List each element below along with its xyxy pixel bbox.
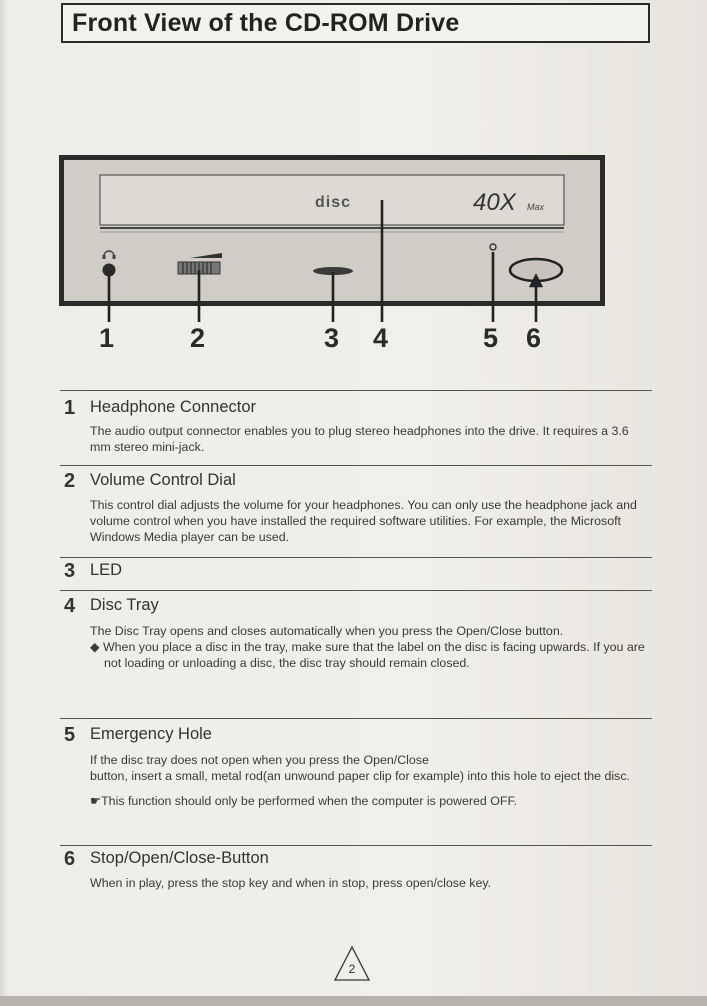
page-bottom-edge [0,996,707,1006]
divider [60,718,652,719]
section-number: 2 [64,470,76,492]
callout-5: 5 [483,323,499,353]
section-body: The Disc Tray opens and closes automatically when you press the Open/Close button. [90,624,564,638]
disc-logo: disc [314,194,352,211]
section-bullet: ◆ When you place a disc in the tray, make sure that the label on the disc is facing upwards. If you are not loading or unloading a disc, the disc tray should remain closed. [90,640,645,670]
callout-1: 1 [99,323,115,353]
speed-label: 40X [473,189,516,216]
section-body: The audio output connector enables you to plug stereo headphones into the drive. It requires a 3.6 mm stereo mini-jack. [90,424,629,454]
callout-6: 6 [526,323,542,353]
section-body: When in play, press the stop key and when in stop, press open/close key. [90,876,492,890]
page-number-text: 2 [348,962,356,976]
page-number [332,943,372,983]
section-body-line-2: button, insert a small, metal rod(an unwound paper clip for example) into this hole to eject the disc. [90,769,630,783]
divider [60,845,652,846]
divider [60,465,652,466]
section-body-line-1: If the disc tray does not open when you press the Open/Close [90,753,429,767]
section-heading: Volume Control Dial [90,471,236,489]
callout-3: 3 [324,323,340,353]
section-heading: Stop/Open/Close-Button [90,849,269,867]
divider [60,390,652,391]
speed-max-label: Max [527,202,545,212]
section-number: 4 [64,595,76,617]
callout-2: 2 [190,323,206,353]
section-disc-tray [60,595,652,715]
section-number: 1 [64,397,76,419]
section-headphone-connector [60,397,652,461]
section-number: 6 [64,848,76,870]
section-led [60,560,652,588]
section-heading: Headphone Connector [90,398,257,416]
section-number: 3 [64,560,76,582]
page-title: Front View of the CD-ROM Drive [72,9,460,37]
section-number: 5 [64,724,76,746]
section-heading: LED [90,561,123,579]
section-heading: Emergency Hole [90,725,212,743]
callout-4: 4 [373,323,389,353]
section-note: ☛This function should only be performed when the computer is powered OFF. [90,794,518,808]
section-body: This control dial adjusts the volume for your headphones. You can only use the headphone jack and volume control when you have installed the required software utilities. For example, the Microsoft Windows Media player can be used. [90,498,637,544]
section-stop-open-close-button [60,848,652,898]
divider [60,557,652,558]
drive-illustration [0,0,707,380]
section-volume-control-dial [60,470,652,554]
section-emergency-hole [60,724,652,840]
divider [60,590,652,591]
headphone-jack [103,264,116,277]
section-heading: Disc Tray [90,596,159,614]
